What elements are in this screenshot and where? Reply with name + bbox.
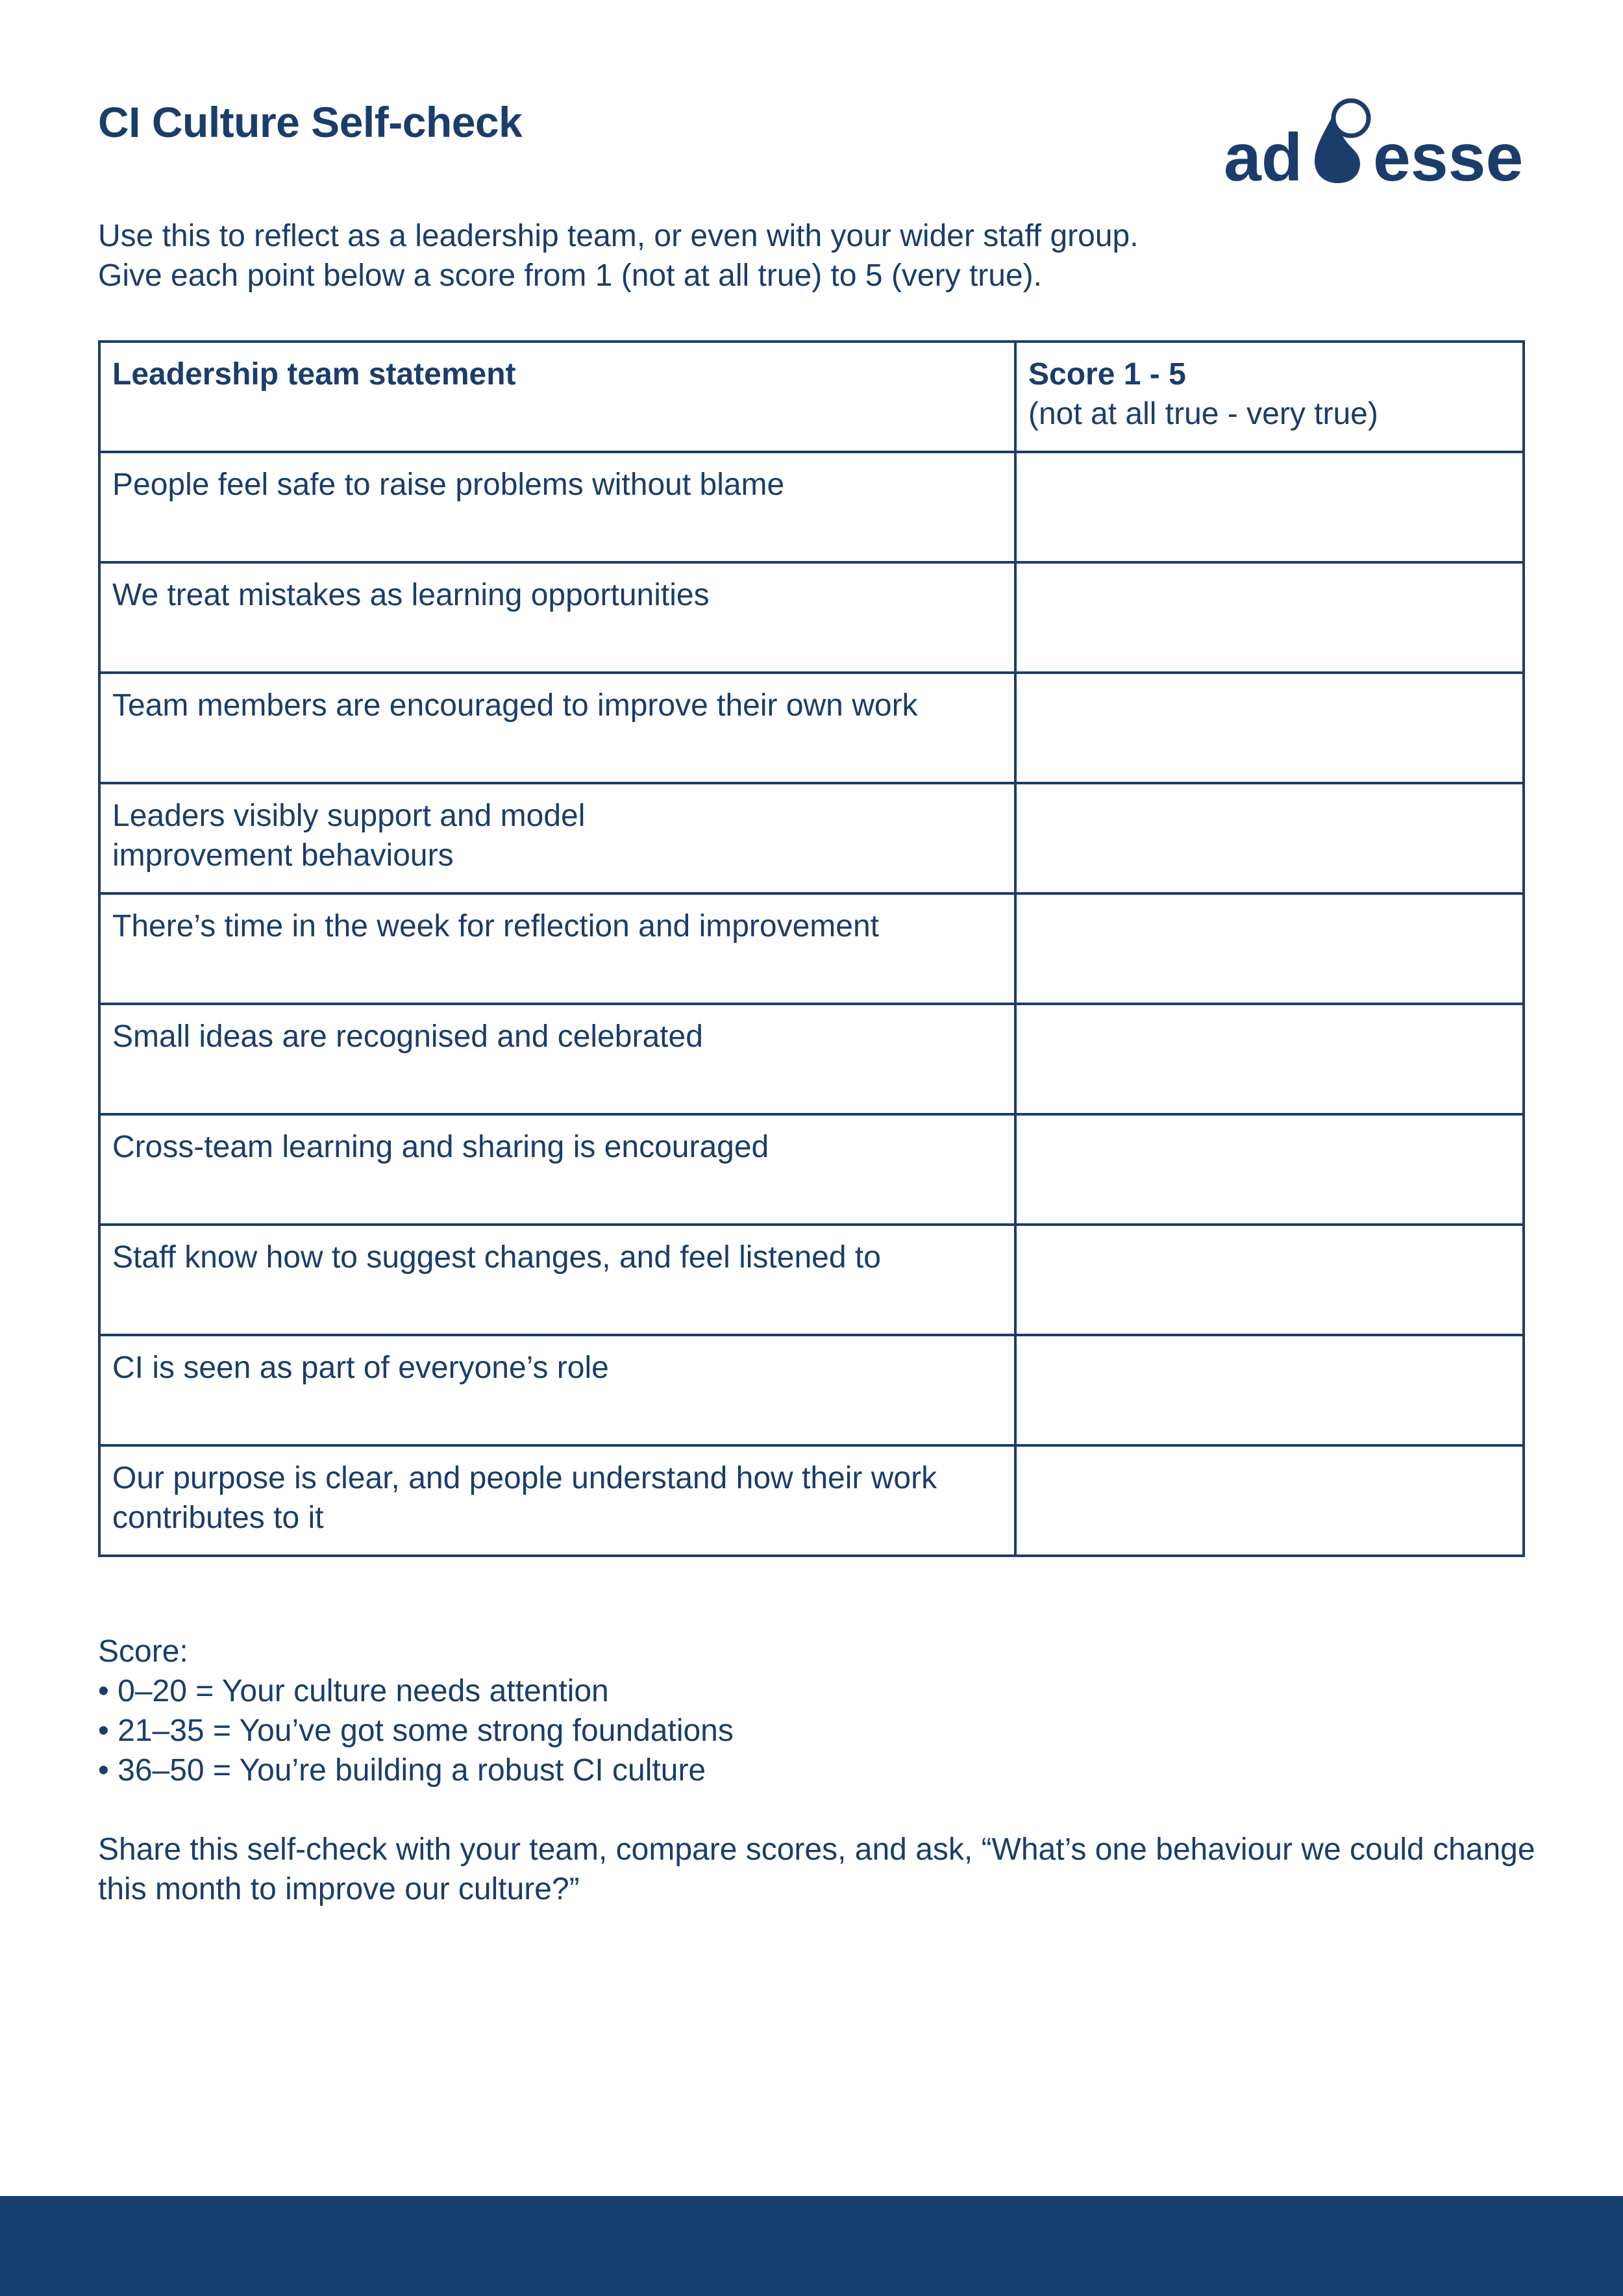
scoring-band: • 0–20 = Your culture needs attention bbox=[98, 1674, 609, 1708]
statement-cell: CI is seen as part of everyone’s role bbox=[99, 1335, 1015, 1445]
intro-line-1: Use this to reflect as a leadership team, or even with your wider staff group. bbox=[98, 219, 1139, 253]
scoring-guide bbox=[98, 1632, 1526, 1790]
table-row bbox=[99, 1225, 1524, 1335]
table-row bbox=[99, 452, 1524, 562]
logo-text-esse: esse bbox=[1373, 120, 1524, 187]
scoring-label: Score: bbox=[98, 1634, 188, 1669]
footer-bar bbox=[0, 2196, 1623, 2296]
statement-text: Leaders visibly support and model improvement behaviours bbox=[112, 799, 586, 873]
table-row bbox=[99, 783, 1524, 893]
logo-ring-mark bbox=[1333, 101, 1369, 136]
score-cell[interactable] bbox=[1015, 783, 1524, 893]
score-cell[interactable] bbox=[1015, 1114, 1524, 1225]
scoring-band: • 36–50 = You’re building a robust CI culture bbox=[98, 1753, 706, 1788]
statement-cell: Small ideas are recognised and celebrated bbox=[99, 1004, 1015, 1114]
statement-header-label: Leadership team statement bbox=[112, 357, 516, 392]
adesse-logo bbox=[1224, 96, 1524, 187]
score-cell[interactable] bbox=[1015, 1335, 1524, 1445]
score-cell[interactable] bbox=[1015, 893, 1524, 1004]
intro-line-2: Give each point below a score from 1 (not at all true) to 5 (very true). bbox=[98, 258, 1042, 293]
logo-text-ad: ad bbox=[1224, 120, 1303, 187]
scoring-band: • 21–35 = You’ve got some strong foundations bbox=[98, 1714, 734, 1748]
score-cell[interactable] bbox=[1015, 1225, 1524, 1335]
score-header-label: Score 1 - 5 bbox=[1028, 357, 1186, 392]
statement-cell: Cross-team learning and sharing is encouraged bbox=[99, 1114, 1015, 1225]
score-cell[interactable] bbox=[1015, 1004, 1524, 1114]
statement-cell: Staff know how to suggest changes, and feel listened to bbox=[99, 1225, 1015, 1335]
scoring-bands-list bbox=[98, 1671, 1526, 1790]
statement-cell: Team members are encouraged to improve their own work bbox=[99, 673, 1015, 783]
share-instructions: Share this self-check with your team, compare scores, and ask, “What’s one behaviour we could change this month to improve our culture?” bbox=[98, 1832, 1535, 1906]
statement-cell: People feel safe to raise problems without blame bbox=[99, 452, 1015, 562]
table-header-row bbox=[99, 342, 1524, 452]
score-header-sublabel: (not at all true - very true) bbox=[1028, 397, 1378, 431]
page-title: CI Culture Self-check bbox=[98, 98, 523, 146]
score-column-header bbox=[1015, 342, 1524, 452]
score-cell[interactable] bbox=[1015, 452, 1524, 562]
statement-cell: There’s time in the week for reflection and improvement bbox=[99, 893, 1015, 1004]
score-cell[interactable] bbox=[1015, 562, 1524, 673]
table-row bbox=[99, 1114, 1524, 1225]
table-row bbox=[99, 1004, 1524, 1114]
statement-cell: We treat mistakes as learning opportunities bbox=[99, 562, 1015, 673]
statement-column-header bbox=[99, 342, 1015, 452]
table-row bbox=[99, 1445, 1524, 1556]
table-row bbox=[99, 673, 1524, 783]
intro-text bbox=[98, 216, 1526, 295]
score-cell[interactable] bbox=[1015, 1445, 1524, 1556]
table-row bbox=[99, 562, 1524, 673]
statement-cell bbox=[99, 783, 1015, 893]
statement-cell bbox=[99, 1445, 1015, 1556]
table-row bbox=[99, 893, 1524, 1004]
score-cell[interactable] bbox=[1015, 673, 1524, 783]
table-row bbox=[99, 1335, 1524, 1445]
statement-text: Our purpose is clear, and people understand how their work contributes to it bbox=[112, 1461, 937, 1535]
self-check-table bbox=[98, 340, 1525, 1557]
